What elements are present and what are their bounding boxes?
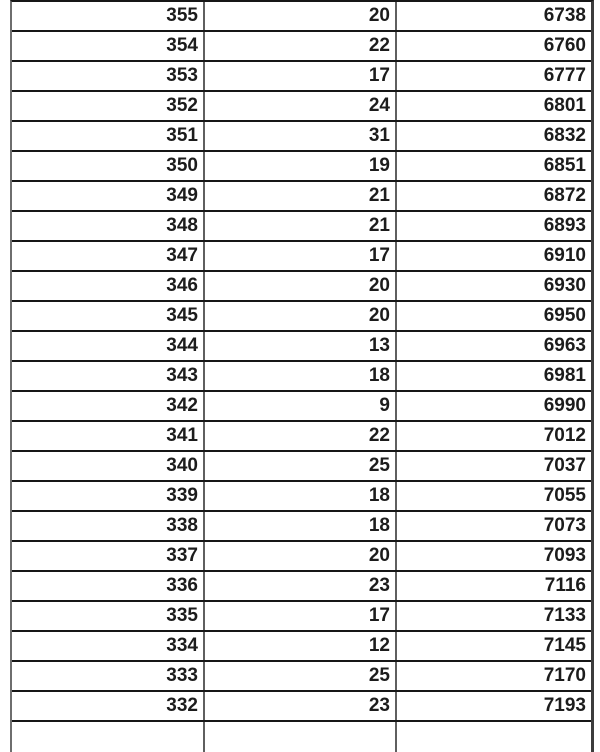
cell-col-1[interactable]: 345 bbox=[12, 302, 205, 330]
cell-col-1[interactable]: 340 bbox=[12, 452, 205, 480]
cell-col-1[interactable]: 347 bbox=[12, 242, 205, 270]
cell-col-2[interactable]: 31 bbox=[205, 122, 397, 150]
cell-col-2[interactable]: 9 bbox=[205, 392, 397, 420]
table-row bbox=[12, 152, 591, 182]
cell-col-2[interactable]: 20 bbox=[205, 302, 397, 330]
cell-col-1[interactable]: 355 bbox=[12, 2, 205, 30]
cell-col-2[interactable]: 22 bbox=[205, 32, 397, 60]
cell-col-1[interactable]: 353 bbox=[12, 62, 205, 90]
cell-col-3[interactable]: 6893 bbox=[543, 215, 586, 236]
cell-col-3[interactable]: 7116 bbox=[544, 575, 586, 596]
table-row bbox=[12, 692, 591, 722]
cell-col-3[interactable] bbox=[397, 722, 591, 752]
table-row bbox=[12, 542, 591, 572]
cell-col-3[interactable]: 6851 bbox=[543, 155, 586, 176]
cell-col-2[interactable]: 21 bbox=[205, 212, 397, 240]
table-row bbox=[12, 2, 591, 32]
table-row bbox=[12, 662, 591, 692]
cell-col-2[interactable]: 25 bbox=[205, 662, 397, 690]
cell-col-2[interactable]: 12 bbox=[205, 632, 397, 660]
table-row bbox=[12, 182, 591, 212]
cell-col-1[interactable]: 333 bbox=[12, 662, 205, 690]
cell-col-3[interactable]: 6950 bbox=[543, 305, 586, 326]
cell-col-2[interactable]: 21 bbox=[205, 182, 397, 210]
cell-col-1[interactable]: 352 bbox=[12, 92, 205, 120]
table-row bbox=[12, 422, 591, 452]
cell-col-3[interactable]: 6930 bbox=[543, 275, 586, 296]
cell-col-2[interactable]: 25 bbox=[205, 452, 397, 480]
cell-col-2[interactable]: 19 bbox=[205, 152, 397, 180]
cell-col-1[interactable]: 350 bbox=[12, 152, 205, 180]
cell-col-3[interactable]: 7170 bbox=[543, 665, 586, 686]
table-row bbox=[12, 572, 591, 602]
cell-col-1[interactable]: 335 bbox=[12, 602, 205, 630]
cell-col-2[interactable]: 20 bbox=[205, 272, 397, 300]
cell-col-3[interactable]: 6832 bbox=[543, 125, 586, 146]
cell-col-2[interactable]: 18 bbox=[205, 362, 397, 390]
cell-col-3[interactable]: 6990 bbox=[543, 395, 586, 416]
cell-col-3[interactable]: 7133 bbox=[543, 605, 586, 626]
cell-col-2[interactable]: 23 bbox=[205, 572, 397, 600]
table-row bbox=[12, 452, 591, 482]
cell-col-3[interactable]: 6760 bbox=[543, 35, 586, 56]
cell-col-3[interactable]: 7145 bbox=[543, 635, 586, 656]
cell-col-2[interactable]: 23 bbox=[205, 692, 397, 720]
cell-col-1[interactable]: 334 bbox=[12, 632, 205, 660]
table-row-partial bbox=[12, 722, 591, 752]
table-row bbox=[12, 242, 591, 272]
cell-col-2[interactable]: 20 bbox=[205, 2, 397, 30]
cell-col-3[interactable]: 7012 bbox=[543, 425, 586, 446]
cell-col-3[interactable]: 6963 bbox=[543, 335, 586, 356]
cell-col-2[interactable]: 18 bbox=[205, 482, 397, 510]
cell-col-3[interactable]: 6910 bbox=[543, 245, 586, 266]
cell-col-1[interactable]: 337 bbox=[12, 542, 205, 570]
cell-col-2[interactable]: 17 bbox=[205, 62, 397, 90]
cell-col-3[interactable]: 6801 bbox=[543, 95, 586, 116]
cell-col-2[interactable]: 17 bbox=[205, 242, 397, 270]
table-row bbox=[12, 512, 591, 542]
cell-col-3[interactable]: 7037 bbox=[543, 455, 586, 476]
cell-col-3[interactable]: 6738 bbox=[543, 5, 586, 26]
table-row bbox=[12, 32, 591, 62]
cell-col-1[interactable]: 354 bbox=[12, 32, 205, 60]
cell-col-1[interactable]: 343 bbox=[12, 362, 205, 390]
table-row bbox=[12, 62, 591, 92]
table-row bbox=[12, 362, 591, 392]
table-row bbox=[12, 632, 591, 662]
cell-col-3[interactable]: 7093 bbox=[543, 545, 586, 566]
cell-col-1[interactable]: 336 bbox=[12, 572, 205, 600]
cell-col-1[interactable]: 346 bbox=[12, 272, 205, 300]
cell-col-3[interactable]: 6981 bbox=[543, 365, 586, 386]
cell-col-1[interactable]: 342 bbox=[12, 392, 205, 420]
cell-col-3[interactable]: 7193 bbox=[543, 695, 586, 716]
table-row bbox=[12, 602, 591, 632]
table-row bbox=[12, 122, 591, 152]
cell-col-2[interactable]: 18 bbox=[205, 512, 397, 540]
spreadsheet-table bbox=[10, 0, 594, 752]
table-row bbox=[12, 272, 591, 302]
cell-col-1[interactable]: 332 bbox=[12, 692, 205, 720]
cell-col-2[interactable]: 17 bbox=[205, 602, 397, 630]
table-row bbox=[12, 212, 591, 242]
cell-col-3[interactable]: 7055 bbox=[543, 485, 586, 506]
table-row bbox=[12, 392, 591, 422]
cell-col-1[interactable]: 341 bbox=[12, 422, 205, 450]
cell-col-3[interactable]: 6872 bbox=[543, 185, 586, 206]
cell-col-1[interactable]: 349 bbox=[12, 182, 205, 210]
cell-col-1[interactable]: 338 bbox=[12, 512, 205, 540]
cell-col-2[interactable]: 22 bbox=[205, 422, 397, 450]
cell-col-2[interactable]: 24 bbox=[205, 92, 397, 120]
cell-col-2[interactable] bbox=[205, 722, 397, 752]
table-row bbox=[12, 302, 591, 332]
cell-col-2[interactable]: 13 bbox=[205, 332, 397, 360]
cell-col-1[interactable]: 348 bbox=[12, 212, 205, 240]
cell-col-3[interactable]: 7073 bbox=[543, 515, 586, 536]
cell-col-3[interactable]: 6777 bbox=[543, 65, 586, 86]
cell-col-1[interactable] bbox=[12, 722, 205, 752]
cell-col-1[interactable]: 339 bbox=[12, 482, 205, 510]
cell-col-1[interactable]: 344 bbox=[12, 332, 205, 360]
table-row bbox=[12, 92, 591, 122]
cell-col-1[interactable]: 351 bbox=[12, 122, 205, 150]
table-row bbox=[12, 482, 591, 512]
table-row bbox=[12, 332, 591, 362]
cell-col-2[interactable]: 20 bbox=[205, 542, 397, 570]
